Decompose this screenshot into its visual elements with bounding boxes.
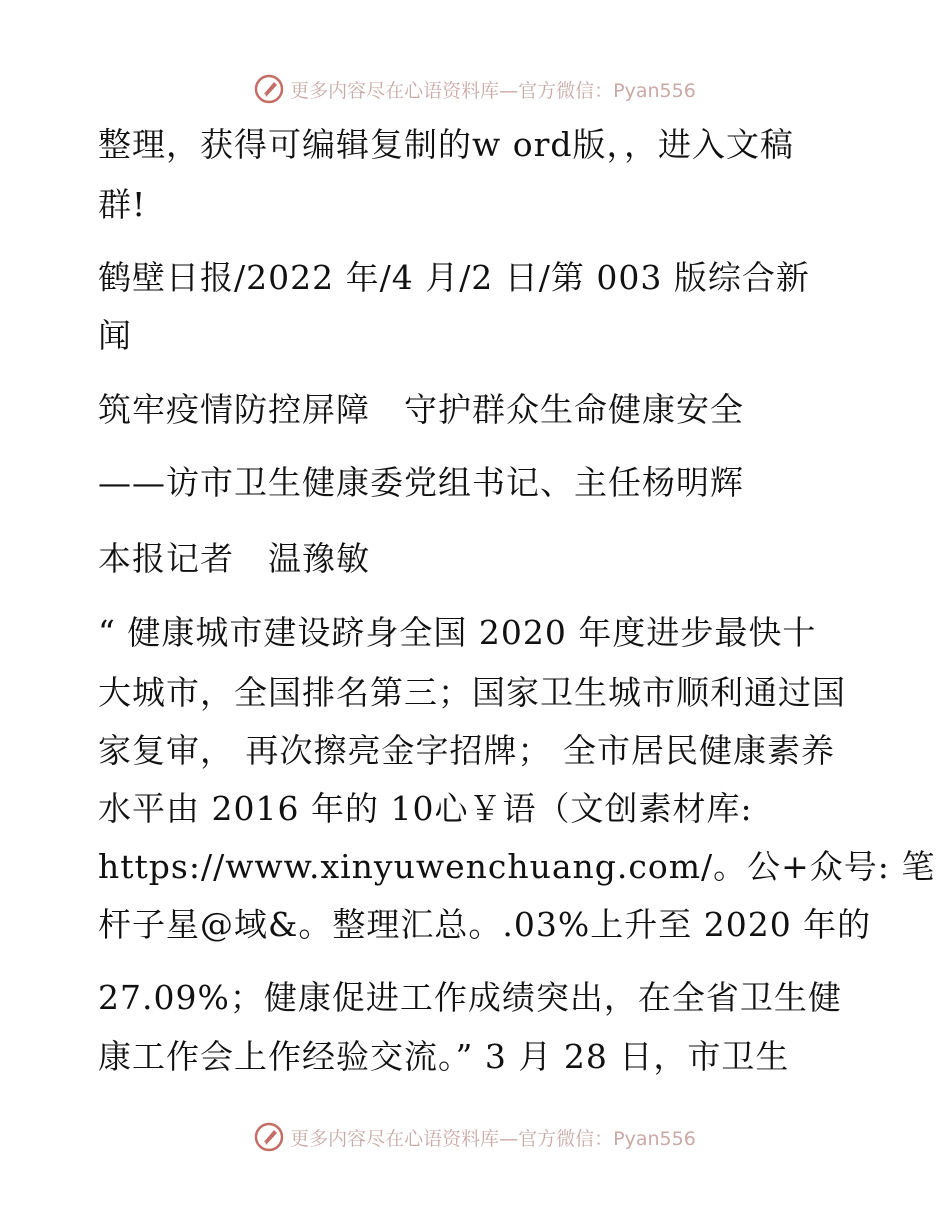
watermark-text: 更多内容尽在心语资料库—官方微信：Pyan556: [290, 79, 696, 102]
byline: 本报记者 温豫敏: [98, 539, 370, 578]
text-line: 整理，获得可编辑复制的w ord版，，进入文稿: [98, 125, 795, 164]
article-title: 筑牢疫情防控屏障 守护群众生命健康安全: [98, 390, 744, 429]
text-line: https://www.xinyuwenchuang.com/。公+众号: 笔: [98, 847, 936, 886]
text-line: 家复审， 再次擦亮金字招牌； 全市居民健康素养: [98, 731, 835, 770]
watermark-text: 更多内容尽在心语资料库—官方微信：Pyan556: [290, 1127, 696, 1150]
pen-circle-icon: [254, 1122, 284, 1152]
pen-circle-icon: [254, 74, 284, 104]
text-line: “ 健康城市建设跻身全国 2020 年度进步最快十: [98, 613, 817, 652]
text-line: 鹤壁日报/2022 年/4 月/2 日/第 003 版综合新: [98, 258, 810, 297]
text-line: 水平由 2016 年的 10心￥语（文创素材库:: [98, 789, 753, 828]
text-line: 27.09%；健康促进工作成绩突出，在全省卫生健: [98, 978, 842, 1017]
header-watermark: [0, 74, 950, 104]
footer-watermark: [0, 1122, 950, 1152]
article-subtitle: ——访市卫生健康委党组书记、主任杨明辉: [98, 463, 744, 502]
text-line: 闻: [98, 316, 132, 355]
text-line: 群!: [98, 185, 147, 224]
text-line: 康工作会上作经验交流。” 3 月 28 日，市卫生: [98, 1037, 790, 1076]
text-line: 大城市，全国排名第三；国家卫生城市顺利通过国: [98, 673, 846, 712]
text-line: 杆子星@域&。整理汇总。.03%上升至 2020 年的: [98, 905, 872, 944]
